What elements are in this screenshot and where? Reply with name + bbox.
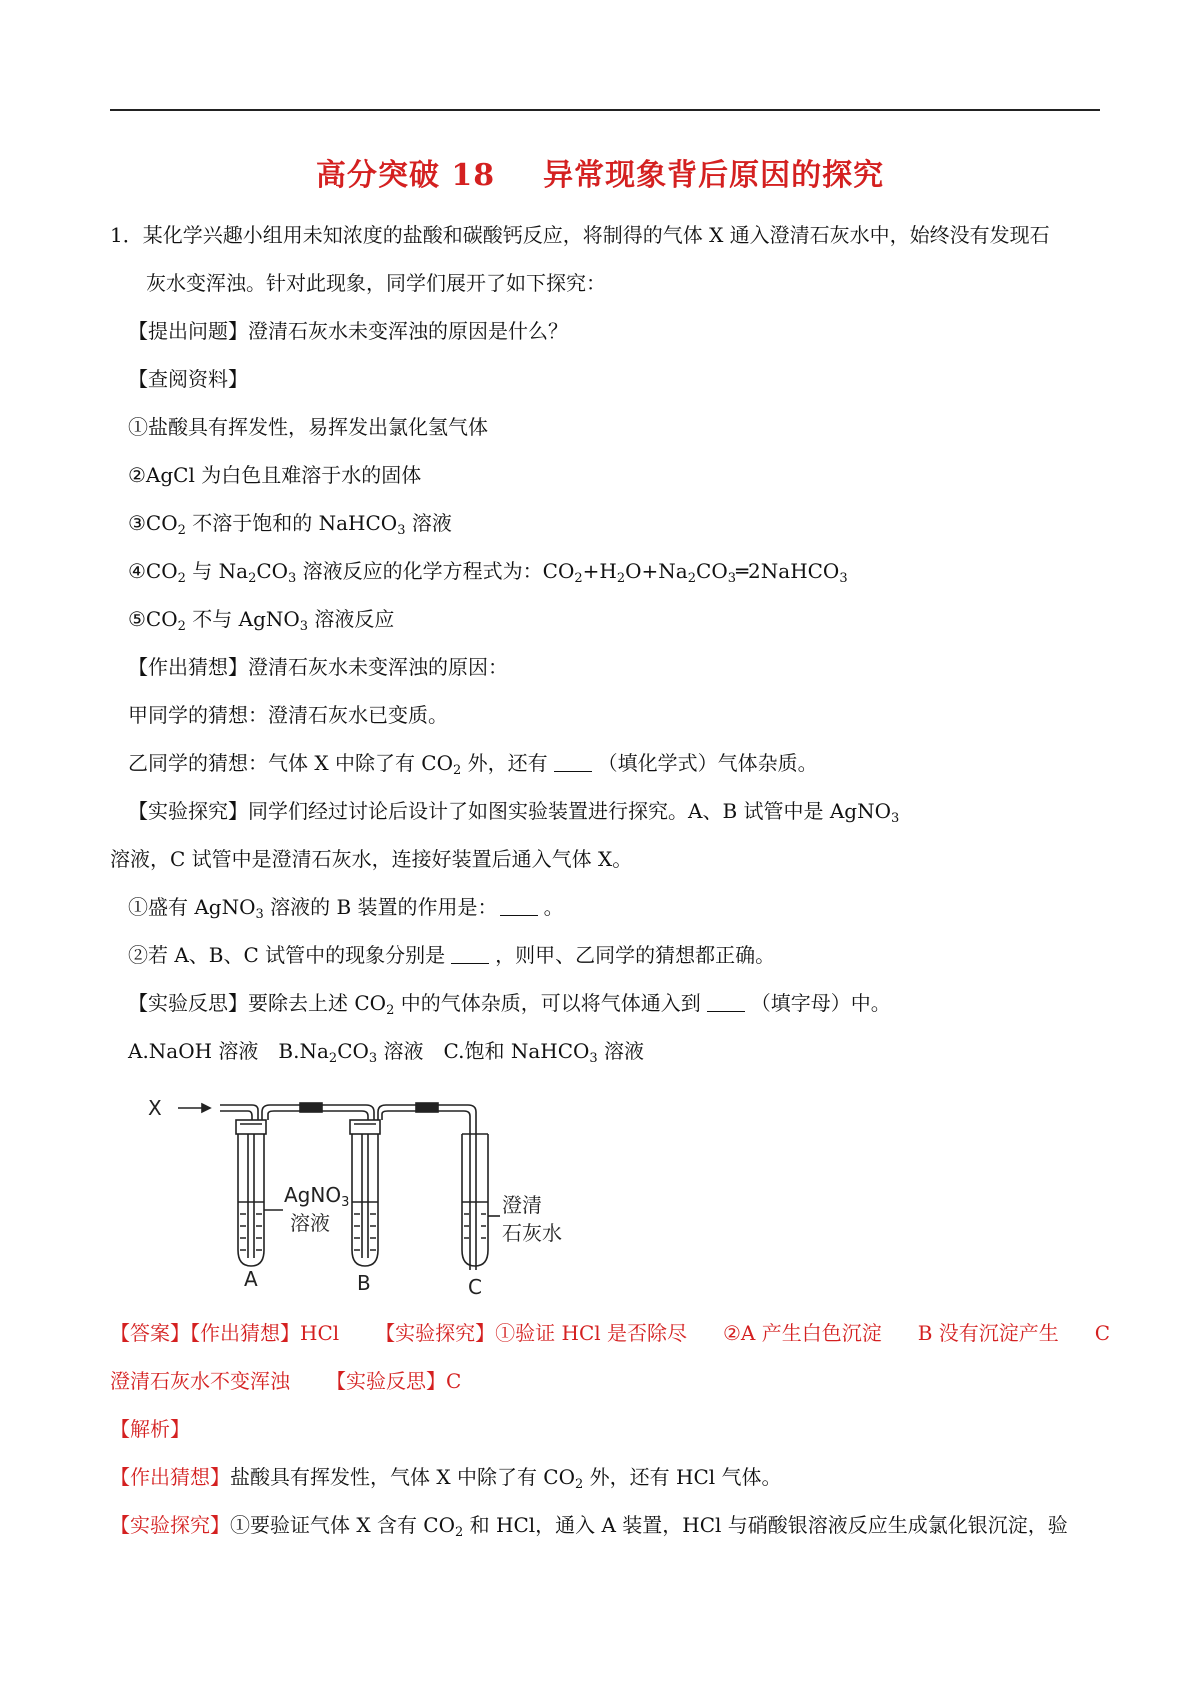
page-title [0,150,1200,194]
analysis-line1: 【作出猜想】盐酸具有挥发性，气体 X 中除了有 $CO_2$ 外，还有 HCl 气体。 [110,1465,782,1492]
answer-blank-2[interactable] [500,895,538,916]
option-c: C.饱和 NaHCO$_3$ 溶液 [443,1039,645,1066]
tube-c [462,1134,500,1266]
answer-line2: 澄清石灰水不变浑浊 【实验反思】C [110,1369,462,1393]
question-intro-line2: 灰水变浑浊。针对此现象，同学们展开了如下探究： [146,271,606,295]
header-rule [110,109,1100,111]
lime-label-1: 澄清 [502,1193,542,1217]
guess-yi: 乙同学的猜想：气体 X 中除了有 $CO_2$ 外，还有 （填化学式）气体杂质。 [128,751,818,778]
reflection: 【实验反思】要除去上述 $CO_2$ 中的气体杂质，可以将气体通入到 （填字母）中。 [128,991,891,1018]
tube-c-label: C [468,1275,482,1299]
analysis-line2: 【实验探究】①要验证气体 X 含有 $CO_2$ 和 HCl，通入 A 装置，HCl 与硝酸银溶液反应生成氯化银沉淀，验 [110,1513,1068,1540]
info-item-2: ②AgCl 为白色且难溶于水的固体 [128,463,422,487]
tube-a-label: A [244,1267,258,1291]
experiment-question-1: ①盛有 AgNO$_3$ 溶液的 B 装置的作用是： 。 [128,895,564,922]
experiment-line1: 【实验探究】同学们经过讨论后设计了如图实验装置进行探究。A、B 试管中是 AgNO$_3$ [128,799,900,826]
solution-label: 溶液 [290,1211,330,1235]
title-part2: 异常现象背后原因的探究 [543,158,885,193]
tube-a [236,1120,283,1266]
answer-blank-1[interactable] [554,751,592,772]
info-item-1: ①盐酸具有挥发性，易挥发出氯化氢气体 [128,415,488,439]
answer-blank-3[interactable] [451,943,489,964]
lime-label-2: 石灰水 [502,1221,562,1245]
analysis-heading: 【解析】 [110,1417,190,1441]
experiment-line2: 溶液，C 试管中是澄清石灰水，连接好装置后通入气体 X。 [110,847,633,871]
title-part1: 高分突破 18 [315,158,496,193]
tube-b-label: B [357,1271,371,1295]
agno3-label: AgNO$_3$ [284,1183,350,1210]
problem-statement: 【提出问题】澄清石灰水未变浑浊的原因是什么？ [128,319,568,343]
question-intro-line1: 1．某化学兴趣小组用未知浓度的盐酸和碳酸钙反应，将制得的气体 X 通入澄清石灰水中，始终没有发现石 [110,223,1050,247]
option-a: A.NaOH 溶液 [128,1039,259,1063]
experiment-question-2: ②若 A、B、C 试管中的现象分别是 ，则甲、乙同学的猜想都正确。 [128,943,776,967]
answer-blank-4[interactable] [707,991,745,1012]
inlet-arrow-head [202,1104,210,1112]
info-heading: 【查阅资料】 [128,367,248,391]
gas-x-label: X [148,1096,162,1120]
info-item-4: $④CO_2$ 与 $Na_2CO_3$ 溶液反应的化学方程式为：$CO_2+H_2O+Na_2CO_3═2NaHCO_3$ [128,559,848,586]
guess-jia: 甲同学的猜想：澄清石灰水已变质。 [128,703,448,727]
options [128,1038,644,1064]
apparatus-diagram [138,1090,618,1300]
info-item-3: $③CO_2$ 不溶于饱和的 NaHCO$_3$ 溶液 [128,511,452,538]
tube-b [350,1120,380,1266]
option-b: $B.Na_2CO_3$ 溶液 [278,1039,424,1066]
answer-line1: 【答案】【作出猜想】HCl 【实验探究】①验证 HCl 是否除尽 ②A 产生白色沉淀 B 没有沉淀产生 C [110,1321,1111,1345]
info-item-5: $⑤CO_2$ 不与 AgNO$_3$ 溶液反应 [128,607,395,634]
guess-heading: 【作出猜想】澄清石灰水未变浑浊的原因： [128,655,508,679]
